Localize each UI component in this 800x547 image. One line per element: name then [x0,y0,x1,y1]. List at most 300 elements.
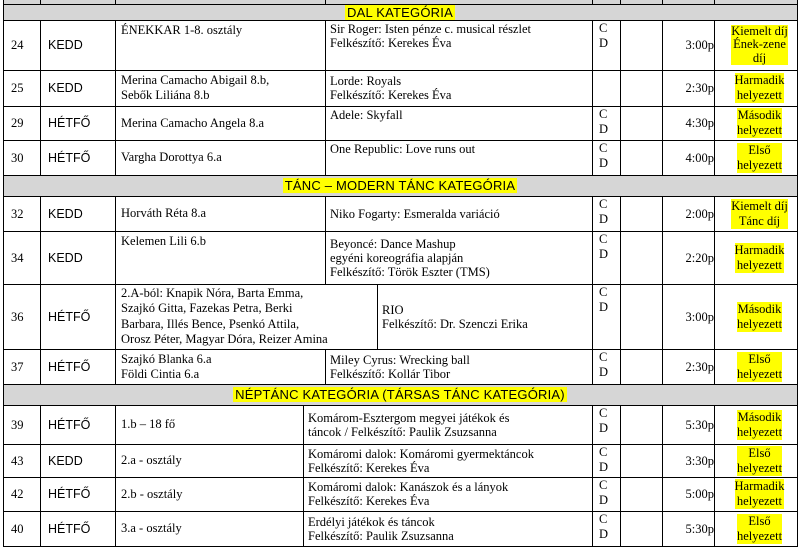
row-award-line: Első [748,445,771,460]
column-line [115,284,116,350]
column-line [662,231,663,285]
row-day-text [48,207,83,221]
row-number [3,284,40,349]
row-time-text [686,310,714,324]
row-cd-line: C [599,141,608,155]
row-time-line: 5:00p [685,487,714,501]
column-line [40,20,41,71]
row-day-text [48,116,90,130]
column-line [592,511,593,547]
column-line [714,140,715,176]
row-piece-text [330,237,490,279]
row-award [716,20,797,70]
row-performers [115,284,377,349]
row-cd [592,444,620,477]
row-piece-line: táncok / Felkészítő: Paulik Zsuzsanna [308,424,497,439]
row-performers-text [121,521,182,536]
row-performers-line: Merina Camacho Angela 8.a [121,115,265,130]
row-number-line: 43 [11,453,24,468]
row-piece [325,349,592,384]
row-day [40,231,115,284]
row-cd-line: D [599,299,609,314]
row-piece-line: Beyoncé: Dance Mashup [330,236,456,251]
row-award [716,477,797,511]
row-time-text [686,454,714,468]
row-piece-text [330,207,500,221]
column-line [592,196,593,232]
column-line [325,20,326,71]
row-cd-text [599,141,608,170]
row-piece-line: Miley Cyrus: Wrecking ball [330,352,470,367]
column-line [115,0,116,4]
column-line [115,477,116,512]
column-line [3,231,4,285]
row-cd-text [599,406,608,435]
row-award-line: helyezett [736,157,783,172]
row-award-text [735,73,785,103]
column-line [662,511,663,547]
row-day-line: HÉTFŐ [48,521,91,536]
row-performers-line: Szajkó Blanka 6.a [121,351,212,366]
row-number [3,444,40,477]
row-cd-text [599,21,608,50]
column-line [714,511,715,547]
row-day [40,20,115,70]
row-number-text [11,360,24,374]
column-line [325,140,326,176]
row-cd [592,405,620,444]
column-line [115,444,116,478]
row-award-text [737,410,782,440]
frame-line [797,4,798,20]
row-performers-text [121,487,182,502]
row-award-line: helyezett [736,424,783,439]
row-day-line: KEDD [48,250,83,265]
row-award [716,444,797,477]
band-border [3,4,798,5]
row-award-text [737,446,782,476]
row-piece-line: RIO [382,302,404,317]
row-piece [325,106,592,140]
row-piece-line: Komáromi dalok: Kanászok és a lányok [308,480,509,494]
row-award-text [735,243,785,273]
column-line [662,20,663,71]
row-number-line: 24 [11,38,24,52]
row-day-line: HÉTFŐ [48,150,91,165]
row-performers-text [121,417,175,432]
row-cd-line: D [599,526,609,541]
row-piece-line: Felkészítő: Kerekes Éva [330,88,452,102]
row-award-text [737,108,782,138]
row-day-text [48,454,83,468]
row-cd-text [599,512,608,541]
row-award-line: Kiemelt díj [731,23,788,38]
column-line [40,196,41,232]
column-line [714,444,715,478]
row-award-line: helyezett [736,123,783,137]
row-cd [592,20,620,70]
row-time [662,70,714,106]
row-cd [592,284,620,349]
row-cd-line: C [599,107,608,121]
row-day-line: HÉTFŐ [48,417,91,432]
row-performers [115,106,325,140]
row-cd [592,231,620,284]
row-number [3,70,40,106]
row-cd [592,140,620,175]
column-line [714,284,715,350]
column-line [3,140,4,176]
row-piece-line: Sir Roger: Isten pénze c. musical részlet [330,22,531,36]
column-line [620,444,621,478]
category-title: DAL KATEGÓRIA [347,4,453,20]
category-title-wrap [3,384,797,405]
row-number [3,106,40,140]
row-piece-line: Felkészítő: Kollár Tibor [330,366,451,381]
column-line [662,140,663,176]
row-award-line: Első [748,142,771,157]
row-performers-text [121,453,182,468]
row-time-text [686,81,714,95]
row-number-line: 42 [11,487,24,501]
row-award-text [735,479,785,509]
row-cd-line: D [599,35,609,50]
row-performers-text [121,352,212,382]
row-award-line: Kiemelt díj [731,198,788,213]
row-cd-text [599,107,608,136]
column-line [714,106,715,141]
column-line [3,70,4,107]
row-performers-line: Kelemen Lili 6.b [121,234,207,248]
column-line [797,511,798,547]
column-line [620,284,621,350]
row-piece-text [308,515,454,543]
row-time-text [686,522,714,536]
row-time-line: 5:30p [685,521,714,536]
column-line [620,106,621,141]
column-line [662,284,663,350]
row-time [662,284,714,349]
row-time [662,477,714,511]
column-line [40,70,41,107]
column-line [620,511,621,547]
column-line [714,70,715,107]
category-title: TÁNC – MODERN TÁNC KATEGÓRIA [284,178,516,193]
row-award [716,70,797,106]
column-line [797,349,798,385]
row-day-text [48,81,83,95]
row-time-text [686,418,714,432]
row-award-line: Első [748,351,771,366]
row-performers-text [121,206,206,221]
row-day-line: HÉTFŐ [48,487,91,501]
column-line [325,349,326,385]
row-piece-text [330,74,451,102]
row-award-text [731,25,788,66]
row-performers-line: Barbara, Illés Bence, Psenkó Attila, [121,316,300,331]
row-award-text [737,143,782,173]
column-line [714,20,715,71]
row-day-text [48,418,90,432]
row-piece [303,405,592,444]
row-award-line: Első [748,513,771,528]
row-performers-text [121,234,206,249]
band-border [3,196,798,197]
column-line [620,70,621,107]
row-cd-text [599,350,608,379]
row-award-line: helyezett [736,366,783,381]
column-line [714,0,715,4]
row-cd-text [599,285,608,314]
row-day-text [48,360,90,374]
row-piece-line: Lorde: Royals [330,74,402,88]
column-line [115,349,116,385]
row-piece-text [382,303,528,331]
column-line [797,284,798,350]
band-border [3,384,798,385]
row-piece-text [308,411,509,439]
column-line [115,140,116,176]
column-line [115,231,116,285]
row-number-text [11,487,24,501]
row-number-text [11,38,24,52]
row-award [716,140,797,175]
row-number-text [11,151,24,165]
row-time-line: 4:30p [685,116,714,130]
column-line [303,444,304,478]
row-cd-line: D [599,364,609,379]
column-line [377,284,378,350]
row-award [716,106,797,140]
row-award [716,284,797,349]
band-border [3,175,798,176]
row-performers-text [121,116,264,131]
row-performers-line: Szajkó Gitta, Fazekas Petra, Berki [121,301,293,315]
row-piece [377,284,592,349]
row-piece [303,511,592,546]
row-time-line: 3:00p [685,309,714,324]
row-performers [115,196,325,231]
row-day-line: KEDD [48,38,83,52]
row-number-text [11,81,24,95]
frame-line [797,175,798,196]
row-piece-line: Felkészítő: Kerekes Éva [308,460,430,475]
row-performers-line: Merina Camacho Abigail 8.b, [121,73,270,87]
column-line [115,70,116,107]
column-line [620,477,621,512]
row-day [40,349,115,384]
row-award-line: helyezett [736,460,783,475]
column-line [3,405,4,445]
column-line [797,20,798,71]
row-performers-line: 2.A-ból: Knapik Nóra, Barta Emma, [121,285,304,300]
column-line [115,196,116,232]
column-line [115,20,116,71]
row-award-line: helyezett [736,88,783,102]
column-line [325,70,326,107]
row-number-text [11,418,24,432]
row-performers-line: 2.a - osztály [121,453,182,467]
column-line [620,20,621,71]
row-time-line: 2:00p [685,206,714,221]
column-line [797,140,798,176]
column-line [797,196,798,232]
row-performers-line: 1.b – 18 fő [121,417,176,431]
column-line [620,196,621,232]
column-line [3,20,4,71]
row-award-line: díj [752,50,767,65]
row-cd [592,477,620,511]
band-border [3,20,798,21]
row-cd-line: C [599,478,608,492]
column-line [714,477,715,512]
row-piece-text [330,353,470,381]
row-award [716,231,797,284]
row-award-line: Harmadik [734,242,785,257]
column-line [797,405,798,445]
row-cd-line: C [599,21,608,35]
row-cd-text [599,197,608,226]
row-cd-text [599,478,608,507]
row-performers-text [121,150,222,165]
column-line [3,349,4,385]
row-time-line: 5:30p [685,417,714,432]
row-time-text [686,360,714,374]
row-number-text [11,207,24,221]
row-piece-line: Felkészítő: Török Eszter (TMS) [330,264,490,279]
row-performers [115,140,325,175]
column-line [714,231,715,285]
row-performers-line: Vargha Dorottya 6.a [121,150,222,164]
column-line [714,196,715,232]
row-day-text [48,522,90,536]
row-day [40,284,115,349]
row-number-line: 39 [11,417,24,432]
row-cd-line: D [599,492,609,507]
row-piece [303,477,592,511]
row-cd-line: C [599,232,608,246]
row-cd-line: C [599,285,608,299]
row-performers-line: ÉNEKKAR 1-8. osztály [121,23,243,37]
row-day [40,511,115,546]
row-cd [592,106,620,140]
column-line [40,477,41,512]
row-performers [115,231,325,284]
row-number [3,196,40,231]
row-performers-text [121,23,242,38]
row-time [662,405,714,444]
row-time-text [686,116,714,130]
row-award [716,405,797,444]
row-time-line: 3:00p [685,38,714,52]
frame-line [3,4,4,20]
column-line [662,477,663,512]
row-day [40,196,115,231]
row-performers [115,405,303,444]
column-line [797,477,798,512]
column-line [592,70,593,107]
row-performers-line: Orosz Péter, Magyar Dóra, Reizer Amina [121,332,328,346]
row-award-line: Ének-zene [733,37,786,52]
row-time-line: 3:30p [685,453,714,468]
column-line [620,0,621,4]
row-performers-line: Horváth Réta 8.a [121,206,207,220]
row-day-line: KEDD [48,206,83,221]
row-day-text [48,38,83,52]
row-award-line: helyezett [736,316,783,331]
row-day-text [48,487,90,501]
row-award-line: Tánc díj [738,213,781,228]
row-time-line: 2:30p [685,359,714,374]
row-award-line: Második [737,108,782,122]
column-line [40,284,41,350]
column-line [662,106,663,141]
column-line [592,140,593,176]
row-number [3,405,40,444]
row-award-line: helyezett [736,257,783,272]
row-piece-text [308,447,534,475]
row-piece [325,140,592,175]
row-number-line: 25 [11,81,24,95]
column-line [40,405,41,445]
column-line [115,511,116,547]
column-line [592,477,593,512]
row-cd [592,349,620,384]
column-line [662,405,663,445]
column-line [620,405,621,445]
row-number-text [11,454,24,468]
row-performers [115,20,325,70]
column-line [714,405,715,445]
row-number [3,140,40,175]
row-time [662,196,714,231]
row-number-text [11,310,24,324]
row-piece-line: One Republic: Love runs out [330,142,476,156]
row-award-text [737,514,782,544]
row-time-text [686,487,714,501]
column-line [662,70,663,107]
row-number-line: 30 [11,150,24,165]
column-line [592,231,593,285]
row-time [662,349,714,384]
row-piece-line: Niko Fogarty: Esmeralda variáció [330,206,500,221]
column-line [40,140,41,176]
row-piece-text [330,142,475,156]
column-line [115,106,116,141]
column-line [303,405,304,445]
row-performers [115,444,303,477]
row-cd-line: D [599,155,609,170]
row-performers [115,349,325,384]
column-line [592,106,593,141]
row-time [662,231,714,284]
column-line [3,444,4,478]
row-number [3,477,40,511]
row-piece-line: Komárom-Esztergom megyei játékok és [308,410,510,425]
row-time-line: 2:30p [685,81,714,95]
row-award-text [737,352,782,382]
row-number [3,20,40,70]
row-cd [592,511,620,546]
column-line [797,444,798,478]
row-time-text [686,38,714,52]
row-award-text [737,302,782,332]
column-line [3,106,4,141]
row-cd-line: C [599,350,608,364]
row-number-line: 37 [11,359,24,374]
row-piece-line: Felkészítő: Kerekes Éva [330,36,452,50]
column-line [797,231,798,285]
